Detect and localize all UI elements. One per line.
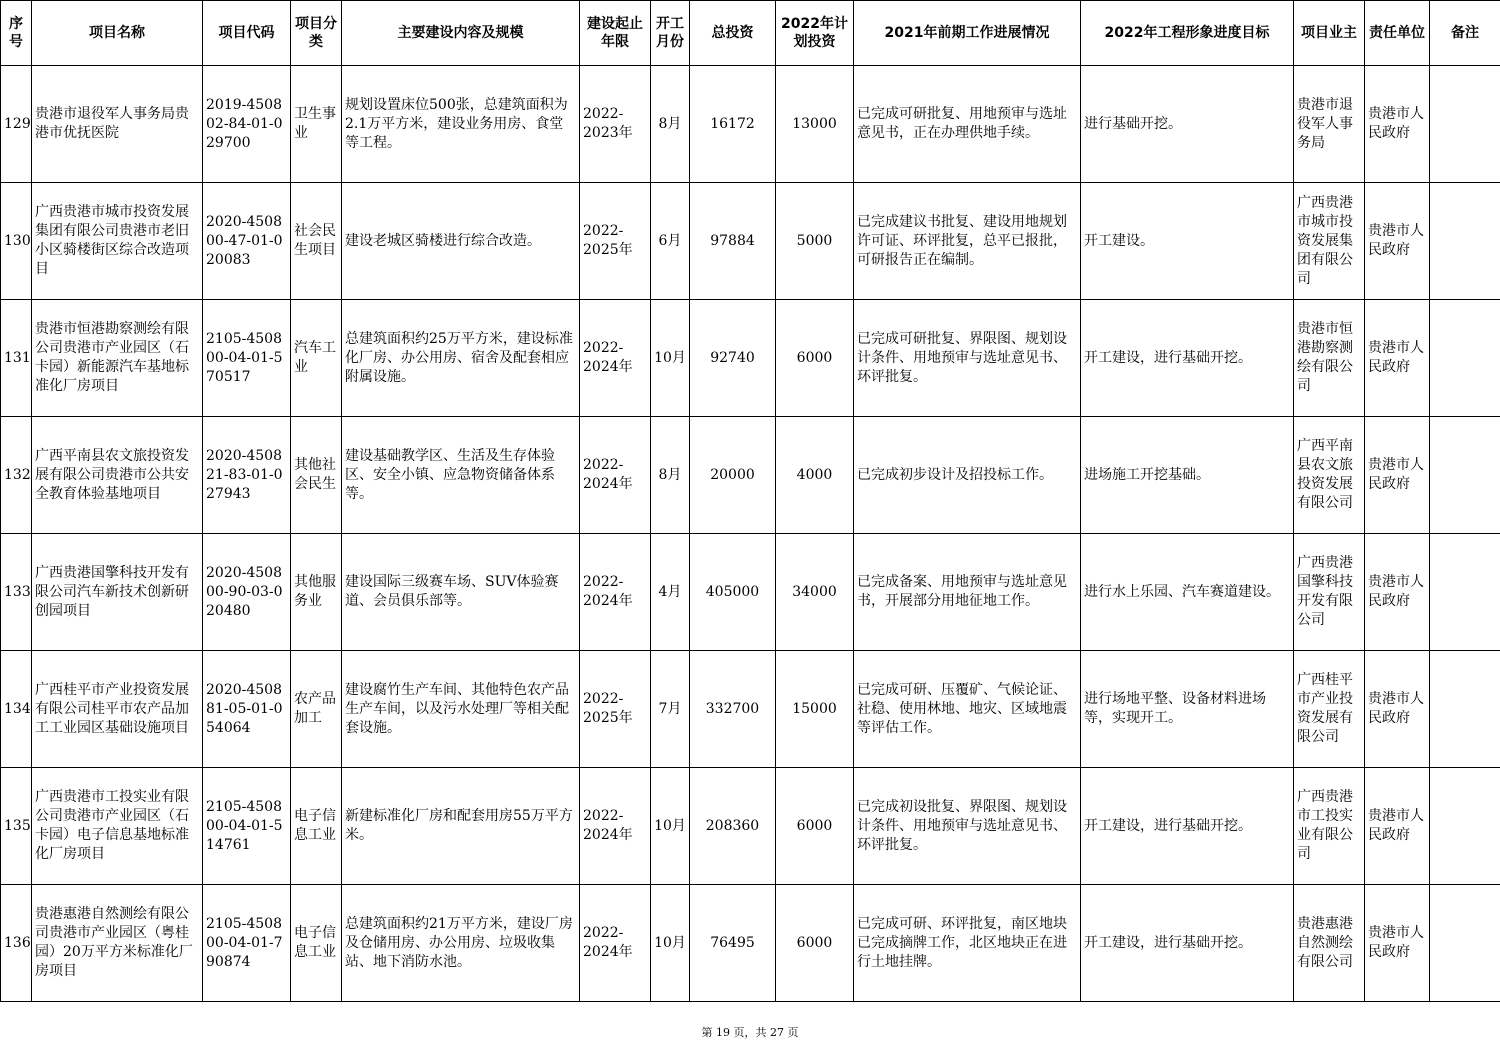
cell-period: 2022-2024年 [580,300,651,417]
cell-code: 2020-450800-90-03-020480 [203,534,291,651]
cell-start-month: 4月 [651,534,690,651]
cell-content: 建设老城区骑楼进行综合改造。 [342,183,580,300]
cell-responsible: 贵港市人民政府 [1365,885,1430,1002]
cell-plan-2022: 4000 [776,417,854,534]
cell-start-month: 8月 [651,66,690,183]
cell-start-month: 6月 [651,183,690,300]
cell-category: 农产品加工 [291,651,342,768]
header-start-month: 开工月份 [651,1,690,66]
cell-target-2022: 进行场地平整、设备材料进场等，实现开工。 [1081,651,1294,768]
cell-seq: 132 [1,417,32,534]
cell-target-2022: 开工建设，进行基础开挖。 [1081,768,1294,885]
cell-progress-2021: 已完成可研批复、界限图、规划设计条件、用地预审与选址意见书、环评批复。 [854,300,1081,417]
table-row [1,768,1500,885]
header-target-2022: 2022年工程形象进度目标 [1081,1,1294,66]
cell-remarks [1430,768,1500,885]
cell-period: 2022-2023年 [580,66,651,183]
cell-plan-2022: 6000 [776,300,854,417]
header-name: 项目名称 [32,1,203,66]
cell-responsible: 贵港市人民政府 [1365,534,1430,651]
cell-total-investment: 405000 [690,534,776,651]
header-code: 项目代码 [203,1,291,66]
cell-start-month: 10月 [651,300,690,417]
cell-content: 规划设置床位500张，总建筑面积为2.1万平方米，建设业务用房、食堂等工程。 [342,66,580,183]
cell-content: 总建筑面积约21万平方米，建设厂房及仓储用房、办公用房、垃圾收集站、地下消防水池。 [342,885,580,1002]
cell-responsible: 贵港市人民政府 [1365,768,1430,885]
cell-name: 广西贵港国擎科技开发有限公司汽车新技术创新研创园项目 [32,534,203,651]
cell-responsible: 贵港市人民政府 [1365,651,1430,768]
cell-owner: 广西贵港市工投实业有限公司 [1294,768,1365,885]
cell-progress-2021: 已完成可研、环评批复，南区地块已完成摘牌工作，北区地块正在进行土地挂牌。 [854,885,1081,1002]
cell-content: 建设国际三级赛车场、SUV体验赛道、会员俱乐部等。 [342,534,580,651]
cell-owner: 贵港惠港自然测绘有限公司 [1294,885,1365,1002]
cell-progress-2021: 已完成备案、用地预审与选址意见书，开展部分用地征地工作。 [854,534,1081,651]
cell-owner: 贵港市恒港勘察测绘有限公司 [1294,300,1365,417]
cell-total-investment: 76495 [690,885,776,1002]
cell-plan-2022: 34000 [776,534,854,651]
cell-category: 电子信息工业 [291,885,342,1002]
cell-start-month: 10月 [651,885,690,1002]
cell-seq: 130 [1,183,32,300]
header-total-investment: 总投资 [690,1,776,66]
cell-plan-2022: 6000 [776,885,854,1002]
cell-target-2022: 进场施工开挖基础。 [1081,417,1294,534]
table-row [1,534,1500,651]
cell-category: 其他服务业 [291,534,342,651]
cell-remarks [1430,651,1500,768]
header-seq: 序号 [1,1,32,66]
cell-category: 卫生事业 [291,66,342,183]
cell-name: 广西桂平市产业投资发展有限公司桂平市农产品加工工业园区基础设施项目 [32,651,203,768]
cell-responsible: 贵港市人民政府 [1365,66,1430,183]
table-row [1,651,1500,768]
cell-target-2022: 开工建设，进行基础开挖。 [1081,885,1294,1002]
cell-category: 电子信息工业 [291,768,342,885]
header-category: 项目分类 [291,1,342,66]
cell-plan-2022: 15000 [776,651,854,768]
cell-period: 2022-2025年 [580,183,651,300]
table-row [1,300,1500,417]
cell-period: 2022-2024年 [580,885,651,1002]
cell-total-investment: 208360 [690,768,776,885]
cell-progress-2021: 已完成可研批复、用地预审与选址意见书，正在办理供地手续。 [854,66,1081,183]
cell-code: 2019-450802-84-01-029700 [203,66,291,183]
cell-target-2022: 进行水上乐园、汽车赛道建设。 [1081,534,1294,651]
cell-name: 广西贵港市工投实业有限公司贵港市产业园区（石卡园）电子信息基地标准化厂房项目 [32,768,203,885]
header-remarks: 备注 [1430,1,1500,66]
header-content: 主要建设内容及规模 [342,1,580,66]
cell-owner: 广西贵港国擎科技开发有限公司 [1294,534,1365,651]
cell-total-investment: 92740 [690,300,776,417]
cell-owner: 广西桂平市产业投资发展有限公司 [1294,651,1365,768]
table-row [1,417,1500,534]
cell-remarks [1430,300,1500,417]
header-progress-2021: 2021年前期工作进展情况 [854,1,1081,66]
cell-owner: 广西平南县农文旅投资发展有限公司 [1294,417,1365,534]
cell-responsible: 贵港市人民政府 [1365,417,1430,534]
cell-name: 贵港惠港自然测绘有限公司贵港市产业园区（粤桂园）20万平方米标准化厂房项目 [32,885,203,1002]
cell-target-2022: 开工建设，进行基础开挖。 [1081,300,1294,417]
cell-responsible: 贵港市人民政府 [1365,183,1430,300]
cell-content: 总建筑面积约25万平方米，建设标准化厂房、办公用房、宿舍及配套相应附属设施。 [342,300,580,417]
cell-total-investment: 332700 [690,651,776,768]
cell-progress-2021: 已完成初步设计及招投标工作。 [854,417,1081,534]
cell-plan-2022: 5000 [776,183,854,300]
cell-period: 2022-2024年 [580,768,651,885]
cell-start-month: 8月 [651,417,690,534]
cell-content: 新建标准化厂房和配套用房55万平方米。 [342,768,580,885]
cell-start-month: 10月 [651,768,690,885]
header-plan-2022: 2022年计划投资 [776,1,854,66]
cell-seq: 135 [1,768,32,885]
cell-category: 汽车工业 [291,300,342,417]
cell-category: 其他社会民生 [291,417,342,534]
cell-plan-2022: 6000 [776,768,854,885]
header-responsible: 责任单位 [1365,1,1430,66]
cell-remarks [1430,534,1500,651]
cell-total-investment: 20000 [690,417,776,534]
cell-name: 广西贵港市城市投资发展集团有限公司贵港市老旧小区骑楼街区综合改造项目 [32,183,203,300]
cell-period: 2022-2025年 [580,651,651,768]
cell-progress-2021: 已完成初设批复、界限图、规划设计条件、用地预审与选址意见书、环评批复。 [854,768,1081,885]
cell-period: 2022-2024年 [580,534,651,651]
cell-plan-2022: 13000 [776,66,854,183]
cell-progress-2021: 已完成建议书批复、建设用地规划许可证、环评批复，总平已报批，可研报告正在编制。 [854,183,1081,300]
cell-code: 2105-450800-04-01-570517 [203,300,291,417]
cell-remarks [1430,66,1500,183]
cell-start-month: 7月 [651,651,690,768]
cell-responsible: 贵港市人民政府 [1365,300,1430,417]
cell-progress-2021: 已完成可研、压覆矿、气候论证、社稳、使用林地、地灾、区域地震等评估工作。 [854,651,1081,768]
table-row [1,66,1500,183]
header-owner: 项目业主 [1294,1,1365,66]
cell-owner: 广西贵港市城市投资发展集团有限公司 [1294,183,1365,300]
cell-seq: 134 [1,651,32,768]
cell-name: 贵港市退役军人事务局贵港市优抚医院 [32,66,203,183]
cell-content: 建设腐竹生产车间、其他特色农产品生产车间，以及污水处理厂等相关配套设施。 [342,651,580,768]
cell-target-2022: 进行基础开挖。 [1081,66,1294,183]
cell-code: 2020-450800-47-01-020083 [203,183,291,300]
table-row [1,885,1500,1002]
cell-seq: 129 [1,66,32,183]
cell-name: 贵港市恒港勘察测绘有限公司贵港市产业园区（石卡园）新能源汽车基地标准化厂房项目 [32,300,203,417]
cell-content: 建设基础教学区、生活及生存体验区、安全小镇、应急物资储备体系等。 [342,417,580,534]
cell-code: 2105-450800-04-01-790874 [203,885,291,1002]
cell-seq: 133 [1,534,32,651]
cell-category: 社会民生项目 [291,183,342,300]
cell-remarks [1430,183,1500,300]
cell-target-2022: 开工建设。 [1081,183,1294,300]
cell-code: 2020-450881-05-01-054064 [203,651,291,768]
cell-period: 2022-2024年 [580,417,651,534]
cell-remarks [1430,417,1500,534]
cell-code: 2020-450821-83-01-027943 [203,417,291,534]
cell-seq: 136 [1,885,32,1002]
cell-owner: 贵港市退役军人事务局 [1294,66,1365,183]
cell-total-investment: 16172 [690,66,776,183]
cell-name: 广西平南县农文旅投资发展有限公司贵港市公共安全教育体验基地项目 [32,417,203,534]
cell-remarks [1430,885,1500,1002]
header-row [1,1,1500,66]
table-row [1,183,1500,300]
page-number: 第 19 页，共 27 页 [0,1024,1500,1040]
cell-total-investment: 97884 [690,183,776,300]
header-period: 建设起止年限 [580,1,651,66]
cell-code: 2105-450800-04-01-514761 [203,768,291,885]
cell-seq: 131 [1,300,32,417]
